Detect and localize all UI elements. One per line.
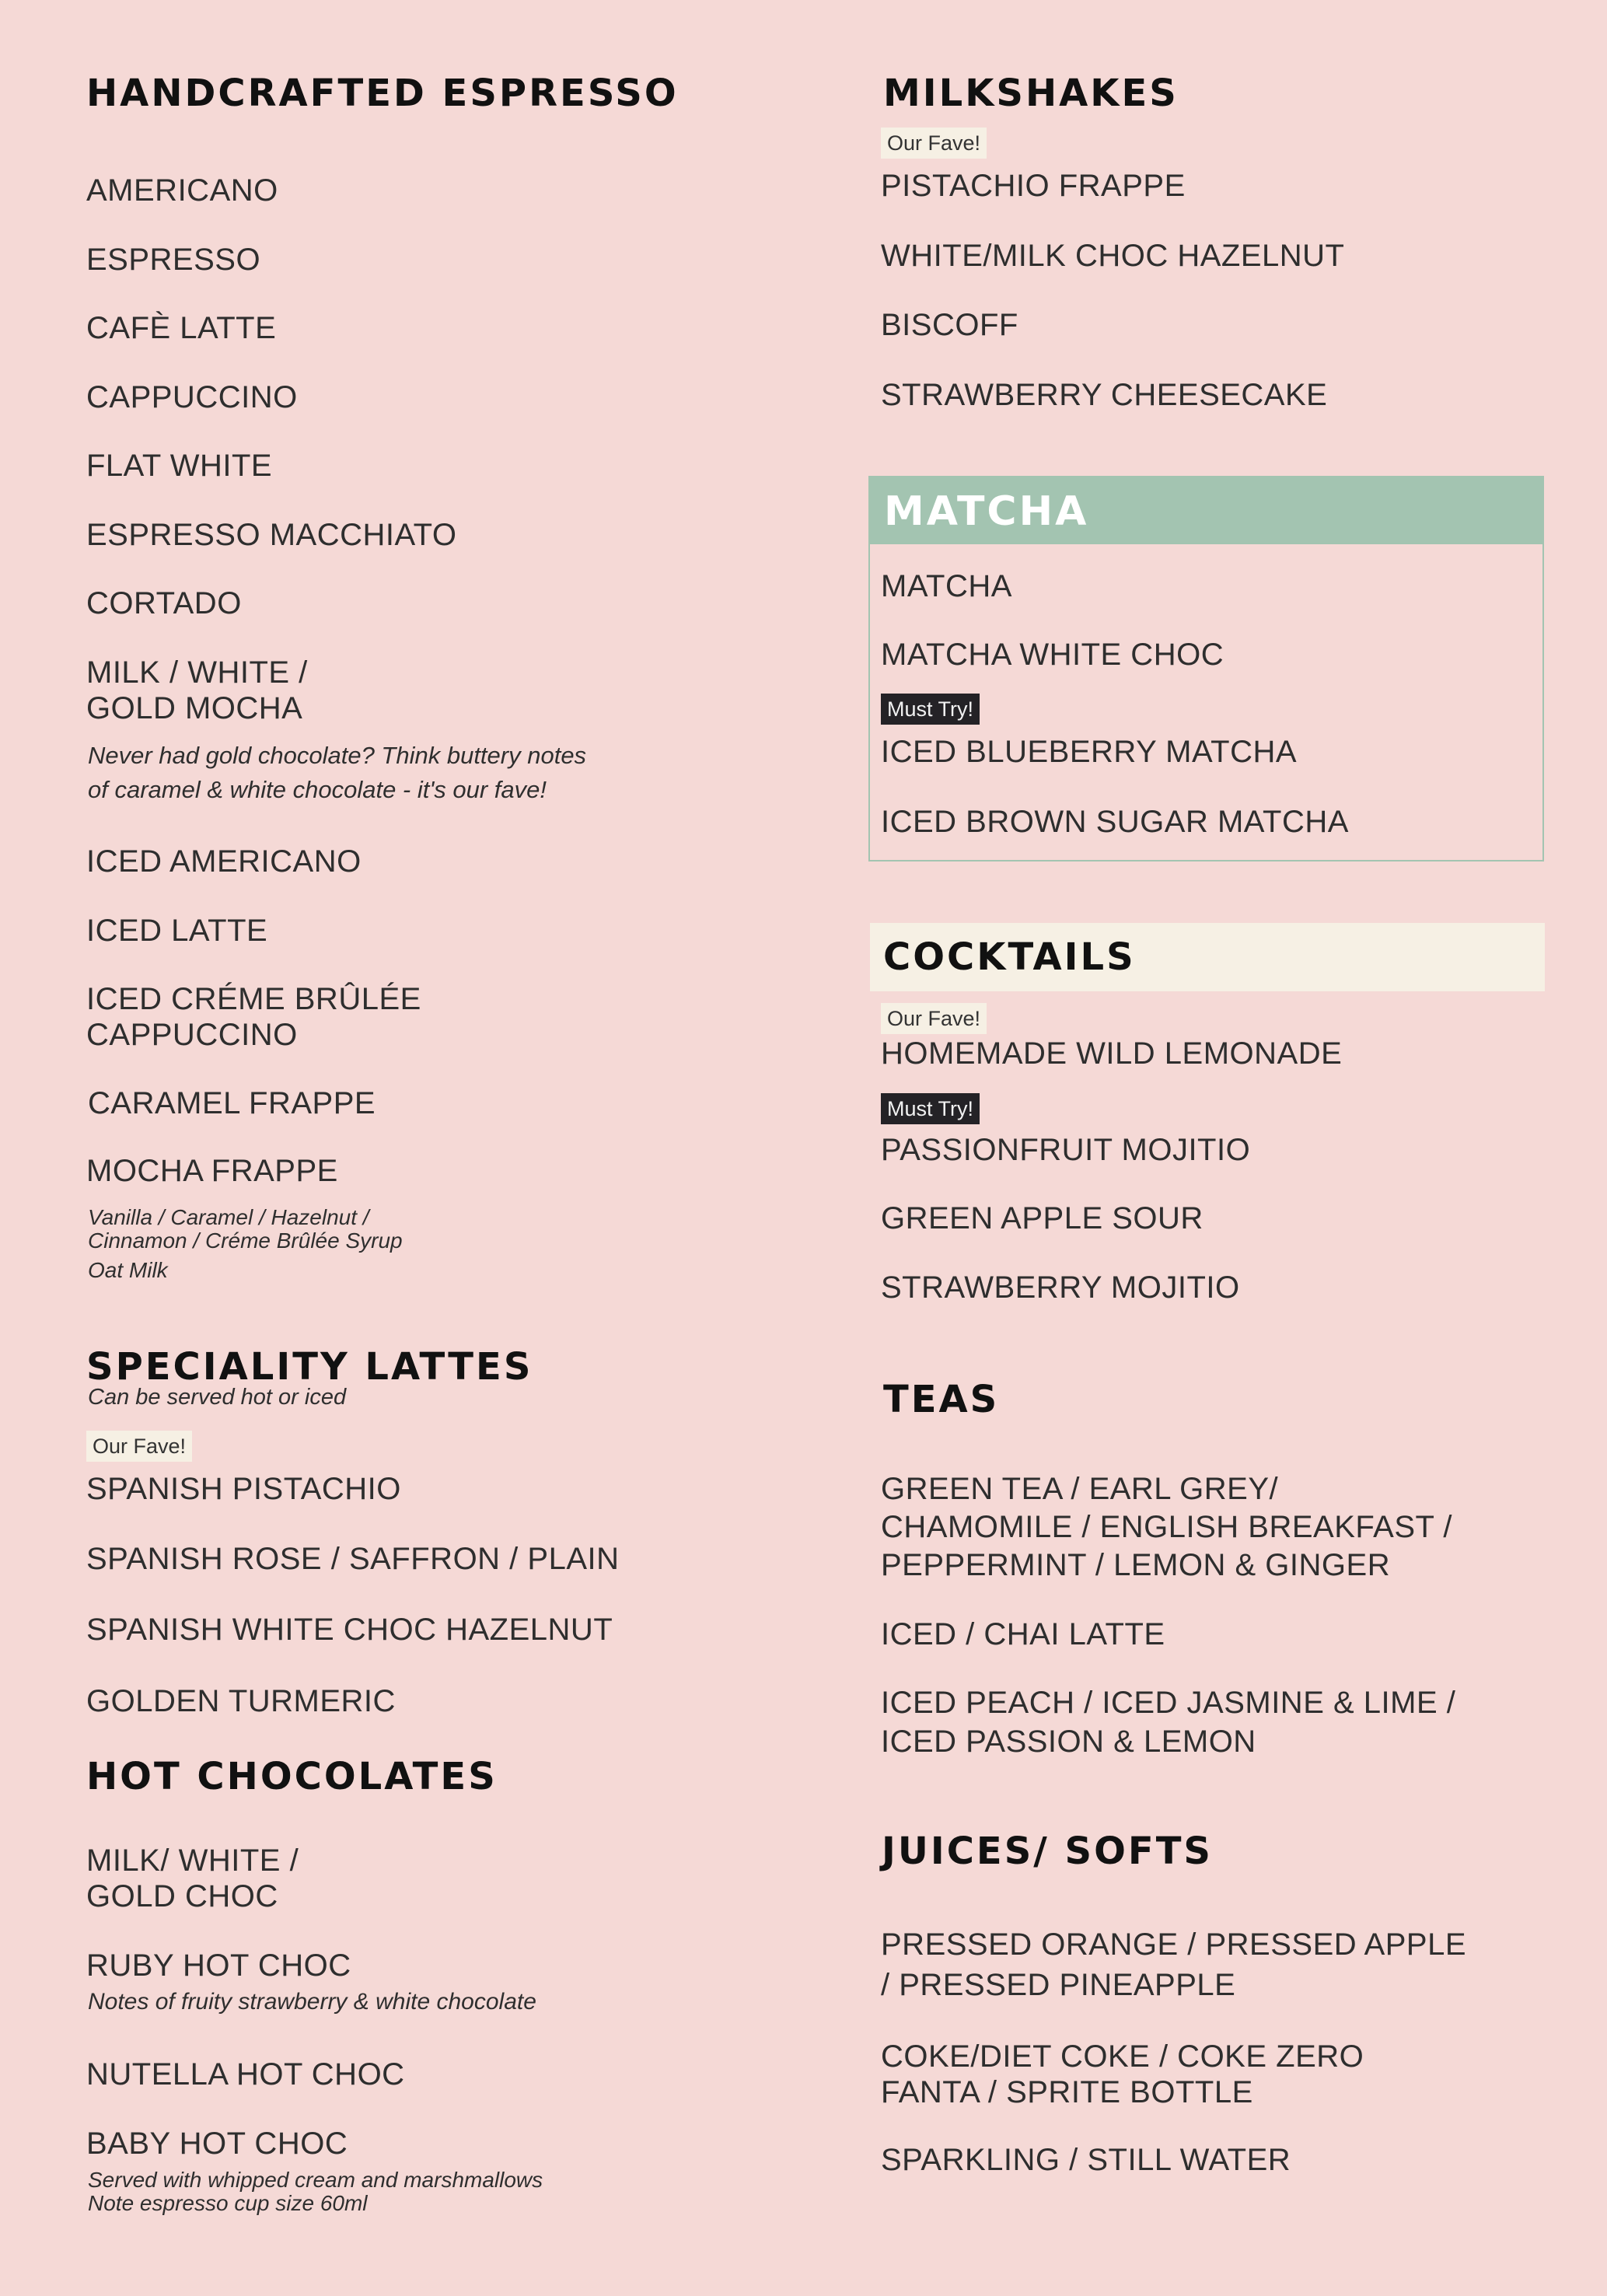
menu-item-iced-teas-line2: ICED PASSION & LEMON — [881, 1725, 1256, 1759]
must-try-badge: Must Try! — [881, 694, 980, 725]
syrups-note-line2: Cinnamon / Créme Brûlée Syrup — [88, 1228, 403, 1253]
menu-item-matcha: MATCHA — [881, 569, 1012, 603]
menu-item-flat-white: FLAT WHITE — [86, 449, 273, 483]
menu-item-creme-brulee-line2: CAPPUCCINO — [86, 1018, 298, 1052]
menu-item-iced-chai-latte: ICED / CHAI LATTE — [881, 1617, 1165, 1651]
menu-item-soft-drinks-line1: COKE/DIET COKE / COKE ZERO — [881, 2039, 1364, 2074]
menu-item-mocha-frappe: MOCHA FRAPPE — [86, 1154, 338, 1188]
menu-item-caramel-frappe: CARAMEL FRAPPE — [88, 1086, 376, 1120]
menu-item-iced-brown-sugar-matcha: ICED BROWN SUGAR MATCHA — [881, 805, 1349, 839]
menu-item-espresso: ESPRESSO — [86, 243, 261, 277]
menu-item-cafe-latte: CAFÈ LATTE — [86, 311, 277, 345]
menu-item-mocha-line2: GOLD MOCHA — [86, 691, 303, 725]
menu-item-americano: AMERICANO — [86, 173, 278, 208]
juices-softs-heading: JUICES/ SOFTS — [882, 1829, 1213, 1873]
hot-chocolates-heading: HOT CHOCOLATES — [86, 1755, 498, 1798]
syrups-note-line3: Oat Milk — [88, 1258, 168, 1282]
our-fave-badge: Our Fave! — [881, 128, 987, 159]
menu-item-strawberry-cheesecake: STRAWBERRY CHEESECAKE — [881, 378, 1328, 412]
menu-item-spanish-white-choc: SPANISH WHITE CHOC HAZELNUT — [86, 1613, 613, 1647]
menu-item-pistachio-frappe: PISTACHIO FRAPPE — [881, 169, 1186, 203]
our-fave-badge: Our Fave! — [86, 1431, 192, 1462]
menu-item-white-milk-choc-hazelnut: WHITE/MILK CHOC HAZELNUT — [881, 239, 1345, 273]
must-try-badge: Must Try! — [881, 1093, 980, 1124]
speciality-lattes-subtitle: Can be served hot or iced — [88, 1385, 347, 1410]
menu-item-nutella-hot-choc: NUTELLA HOT CHOC — [86, 2057, 405, 2092]
speciality-lattes-heading: SPECIALITY LATTES — [86, 1345, 533, 1389]
menu-item-passionfruit-mojitio: PASSIONFRUIT MOJITIO — [881, 1133, 1251, 1167]
menu-item-ruby-hot-choc: RUBY HOT CHOC — [86, 1948, 351, 1983]
baby-note-line1: Served with whipped cream and marshmallows — [88, 2168, 543, 2192]
menu-item-mocha-line1: MILK / WHITE / — [86, 655, 308, 690]
our-fave-badge: Our Fave! — [881, 1003, 987, 1034]
menu-item-espresso-macchiato: ESPRESSO MACCHIATO — [86, 518, 457, 552]
milkshakes-heading: MILKSHAKES — [883, 72, 1179, 115]
menu-item-water: SPARKLING / STILL WATER — [881, 2143, 1291, 2177]
menu-item-milk-choc-line2: GOLD CHOC — [86, 1879, 278, 1913]
menu-item-pressed-juices-line1: PRESSED ORANGE / PRESSED APPLE — [881, 1927, 1467, 1962]
cocktails-heading: COCKTAILS — [883, 935, 1136, 979]
menu-item-baby-hot-choc: BABY HOT CHOC — [86, 2127, 348, 2161]
syrups-note-line1: Vanilla / Caramel / Hazelnut / — [88, 1205, 369, 1229]
teas-heading: TEAS — [883, 1378, 1000, 1421]
menu-item-hot-teas-line1: GREEN TEA / EARL GREY/ — [881, 1472, 1279, 1506]
menu-item-hot-teas-line3: PEPPERMINT / LEMON & GINGER — [881, 1548, 1391, 1582]
espresso-heading: HANDCRAFTED ESPRESSO — [86, 72, 679, 115]
baby-note-line2: Note espresso cup size 60ml — [88, 2191, 368, 2215]
menu-item-soft-drinks-line2: FANTA / SPRITE BOTTLE — [881, 2075, 1253, 2109]
menu-item-milk-choc-line1: MILK/ WHITE / — [86, 1843, 299, 1878]
menu-item-spanish-pistachio: SPANISH PISTACHIO — [86, 1472, 401, 1506]
menu-item-matcha-white-choc: MATCHA WHITE CHOC — [881, 638, 1224, 672]
menu-item-pressed-juices-line2: / PRESSED PINEAPPLE — [881, 1968, 1236, 2002]
matcha-heading: MATCHA — [884, 488, 1089, 535]
menu-item-iced-blueberry-matcha: ICED BLUEBERRY MATCHA — [881, 735, 1298, 769]
menu-item-iced-teas-line1: ICED PEACH / ICED JASMINE & LIME / — [881, 1686, 1456, 1720]
mocha-note-line1: Never had gold chocolate? Think buttery notes — [88, 742, 587, 769]
menu-item-spanish-rose: SPANISH ROSE / SAFFRON / PLAIN — [86, 1542, 620, 1576]
menu-item-cappuccino: CAPPUCCINO — [86, 380, 298, 414]
menu-item-iced-latte: ICED LATTE — [86, 914, 268, 948]
menu-item-green-apple-sour: GREEN APPLE SOUR — [881, 1201, 1204, 1235]
menu-item-homemade-wild-lemonade: HOMEMADE WILD LEMONADE — [881, 1036, 1343, 1071]
menu-item-golden-turmeric: GOLDEN TURMERIC — [86, 1684, 396, 1718]
menu-item-cortado: CORTADO — [86, 586, 242, 620]
menu-item-iced-americano: ICED AMERICANO — [86, 844, 362, 879]
ruby-note: Notes of fruity strawberry & white chocolate — [88, 1989, 536, 2015]
menu-item-biscoff: BISCOFF — [881, 308, 1018, 342]
menu-item-creme-brulee-line1: ICED CRÉME BRÛLÉE — [86, 982, 421, 1016]
mocha-note-line2: of caramel & white chocolate - it's our fave! — [88, 776, 547, 803]
menu-item-hot-teas-line2: CHAMOMILE / ENGLISH BREAKFAST / — [881, 1510, 1452, 1544]
menu-item-strawberry-mojitio: STRAWBERRY MOJITIO — [881, 1270, 1240, 1305]
